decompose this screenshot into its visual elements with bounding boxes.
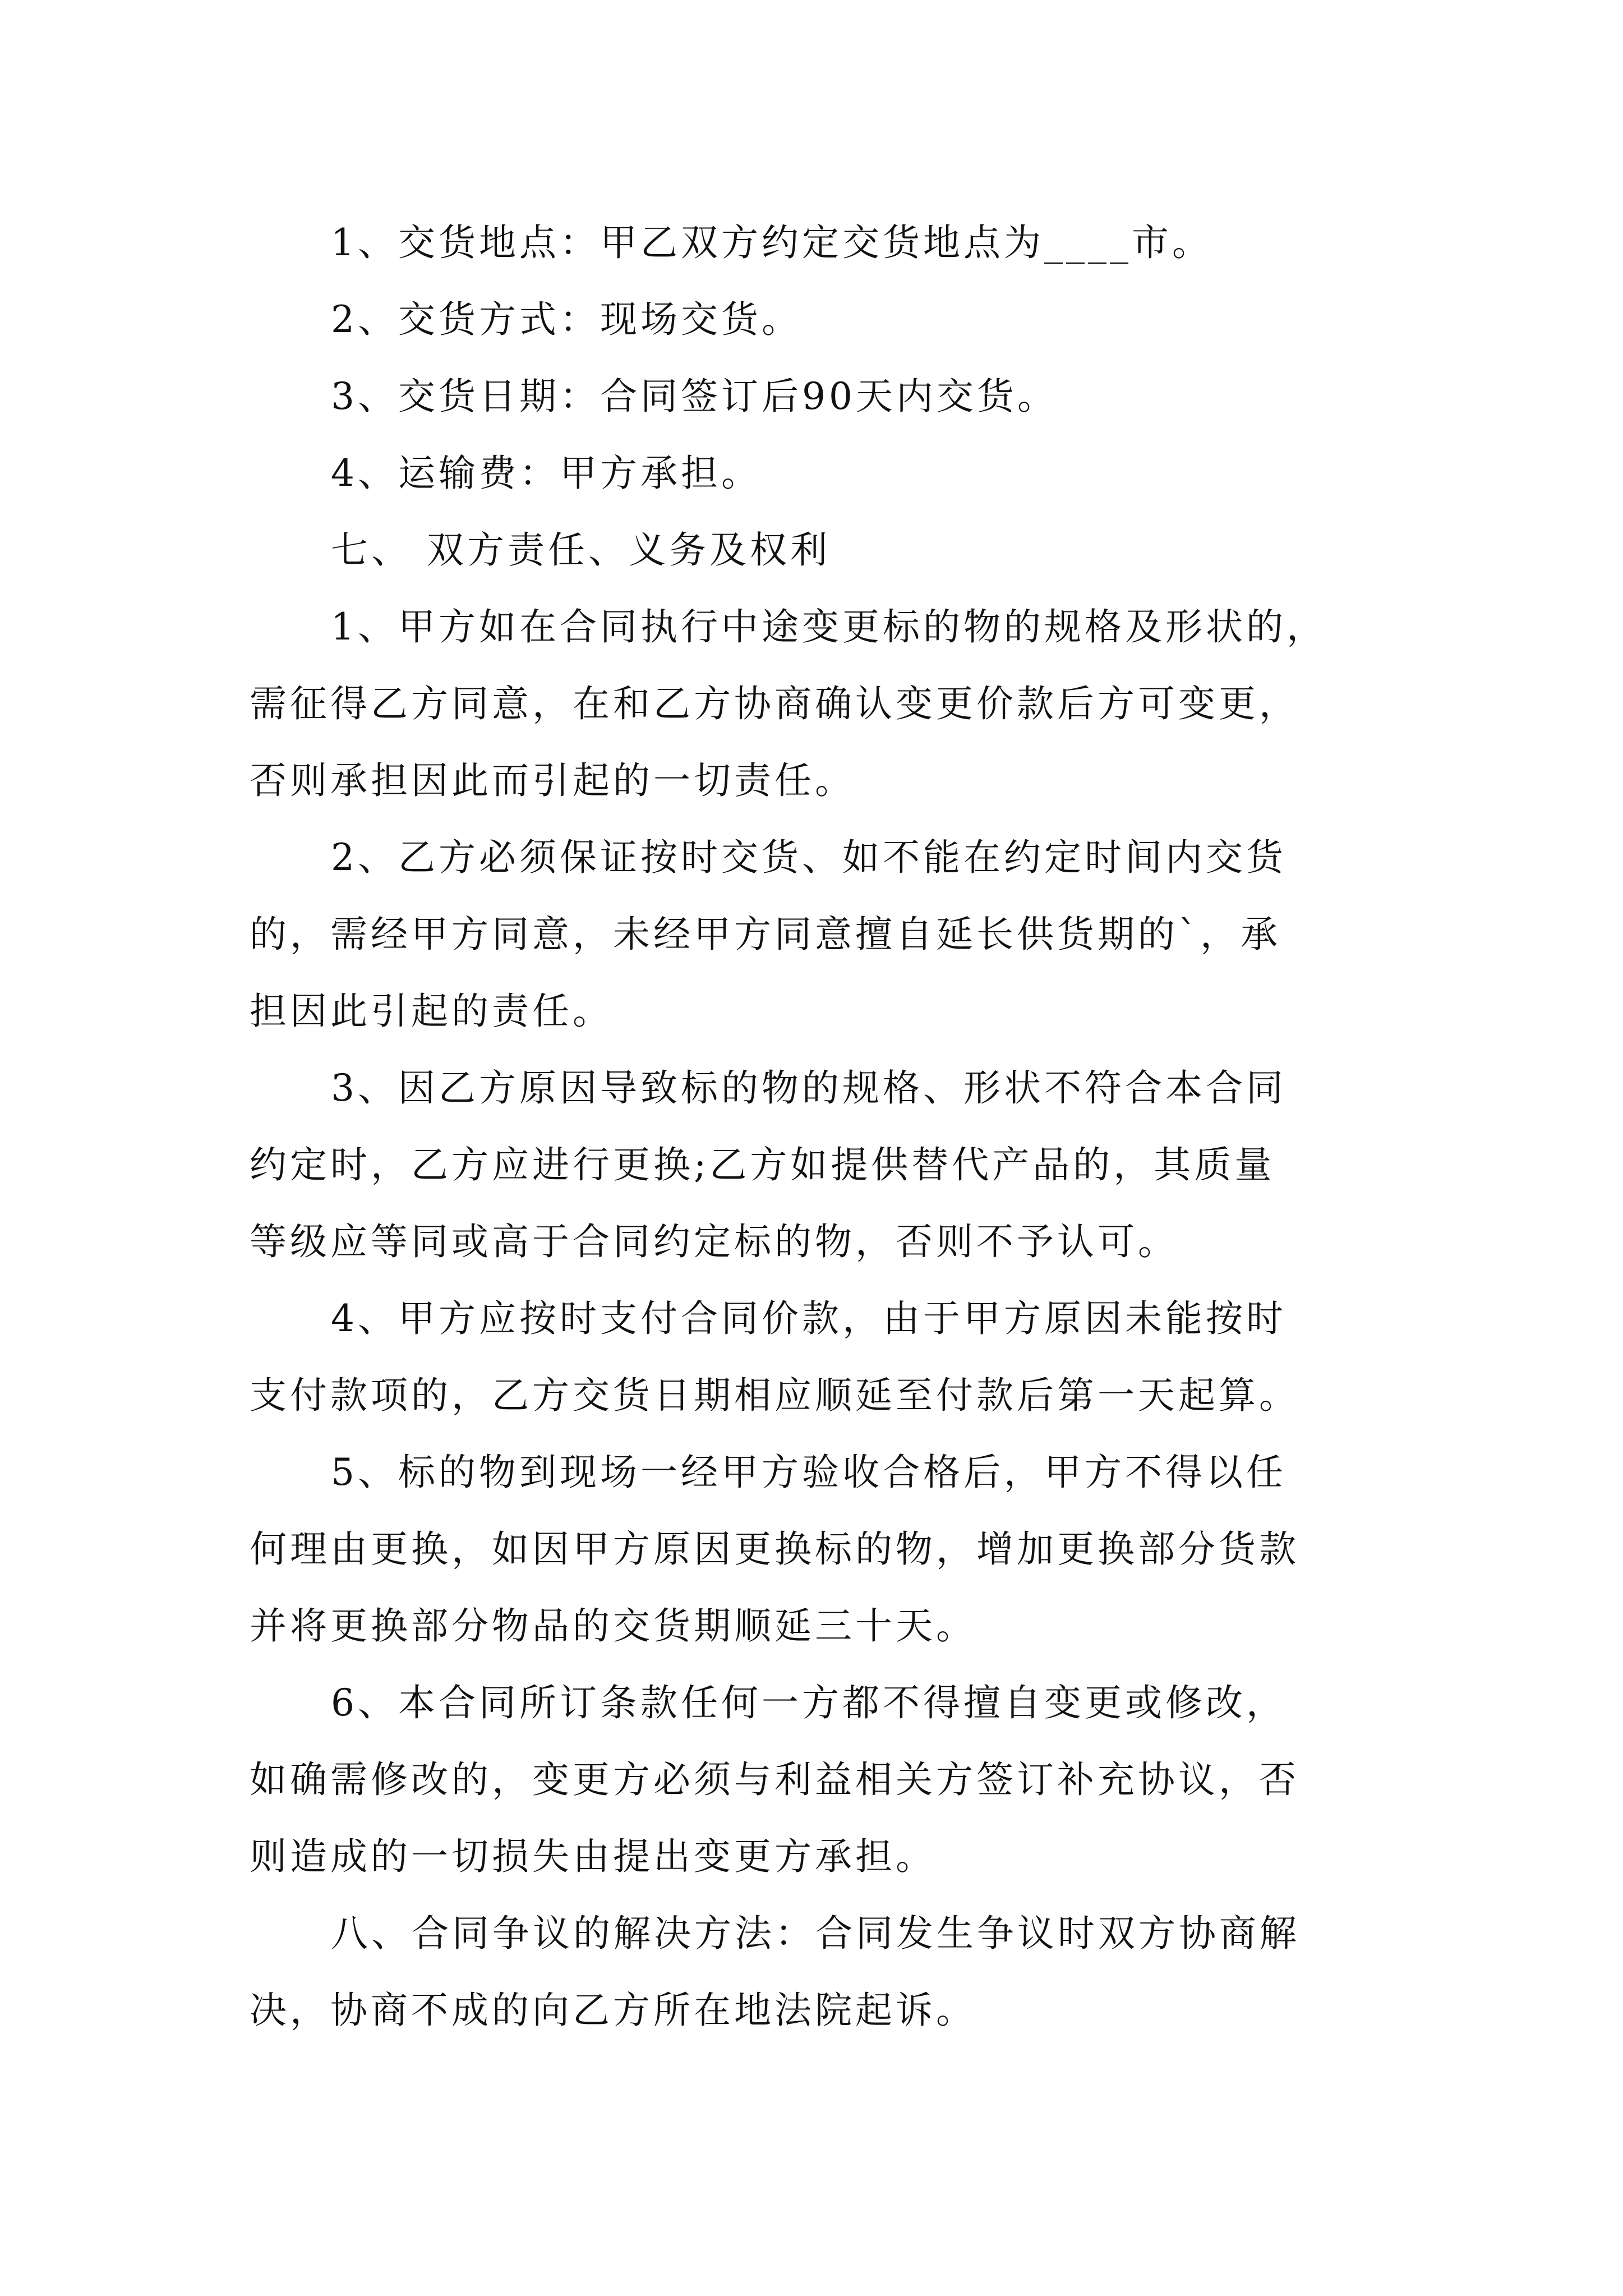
paragraph-6-line-2: 如确需修改的，变更方必须与利益相关方签订补充协议，否 <box>250 1758 1299 1801</box>
clause-delivery-method: 2、交货方式：现场交货。 <box>331 298 802 341</box>
paragraph-1-line-3: 否则承担因此而引起的一切责任。 <box>250 759 855 802</box>
paragraph-4-line-1: 4、甲方应按时支付合同价款，由于甲方原因未能按时 <box>331 1297 1287 1340</box>
paragraph-2-line-1: 2、乙方必须保证按时交货、如不能在约定时间内交货 <box>331 836 1287 879</box>
paragraph-6-line-3: 则造成的一切损失由提出变更方承担。 <box>250 1835 936 1878</box>
paragraph-3-line-1: 3、因乙方原因导致标的物的规格、形状不符合本合同 <box>331 1066 1287 1110</box>
paragraph-5-line-3: 并将更换部分物品的交货期顺延三十天。 <box>250 1604 976 1648</box>
paragraph-2-line-3: 担因此引起的责任。 <box>250 990 613 1033</box>
paragraph-3-line-2: 约定时，乙方应进行更换;乙方如提供替代产品的，其质量 <box>250 1143 1275 1186</box>
paragraph-1-line-1: 1、甲方如在合同执行中途变更标的物的规格及形状的， <box>331 605 1327 648</box>
paragraph-5-line-2: 何理由更换，如因甲方原因更换标的物，增加更换部分货款 <box>250 1527 1299 1571</box>
section-dispute-line-1: 八、合同争议的解决方法：合同发生争议时双方协商解 <box>331 1912 1300 1955</box>
clause-freight: 4、运输费：甲方承担。 <box>331 452 762 495</box>
paragraph-6-line-1: 6、本合同所订条款任何一方都不得擅自变更或修改， <box>331 1681 1287 1724</box>
paragraph-1-line-2: 需征得乙方同意，在和乙方协商确认变更价款后方可变更， <box>250 682 1299 725</box>
clause-delivery-date: 3、交货日期：合同签订后90天内交货。 <box>331 375 1058 418</box>
section-heading-responsibilities: 七、 双方责任、义务及权利 <box>331 528 831 572</box>
paragraph-4-line-2: 支付款项的，乙方交货日期相应顺延至付款后第一天起算。 <box>250 1374 1299 1417</box>
paragraph-2-line-2: 的，需经甲方同意，未经甲方同意擅自延长供货期的`，承 <box>250 913 1281 956</box>
clause-delivery-location: 1、交货地点：甲乙双方约定交货地点为____市。 <box>331 221 1212 264</box>
paragraph-5-line-1: 5、标的物到现场一经甲方验收合格后，甲方不得以任 <box>331 1451 1287 1494</box>
paragraph-3-line-3: 等级应等同或高于合同约定标的物，否则不予认可。 <box>250 1220 1178 1263</box>
section-dispute-line-2: 决，协商不成的向乙方所在地法院起诉。 <box>250 1989 976 2032</box>
